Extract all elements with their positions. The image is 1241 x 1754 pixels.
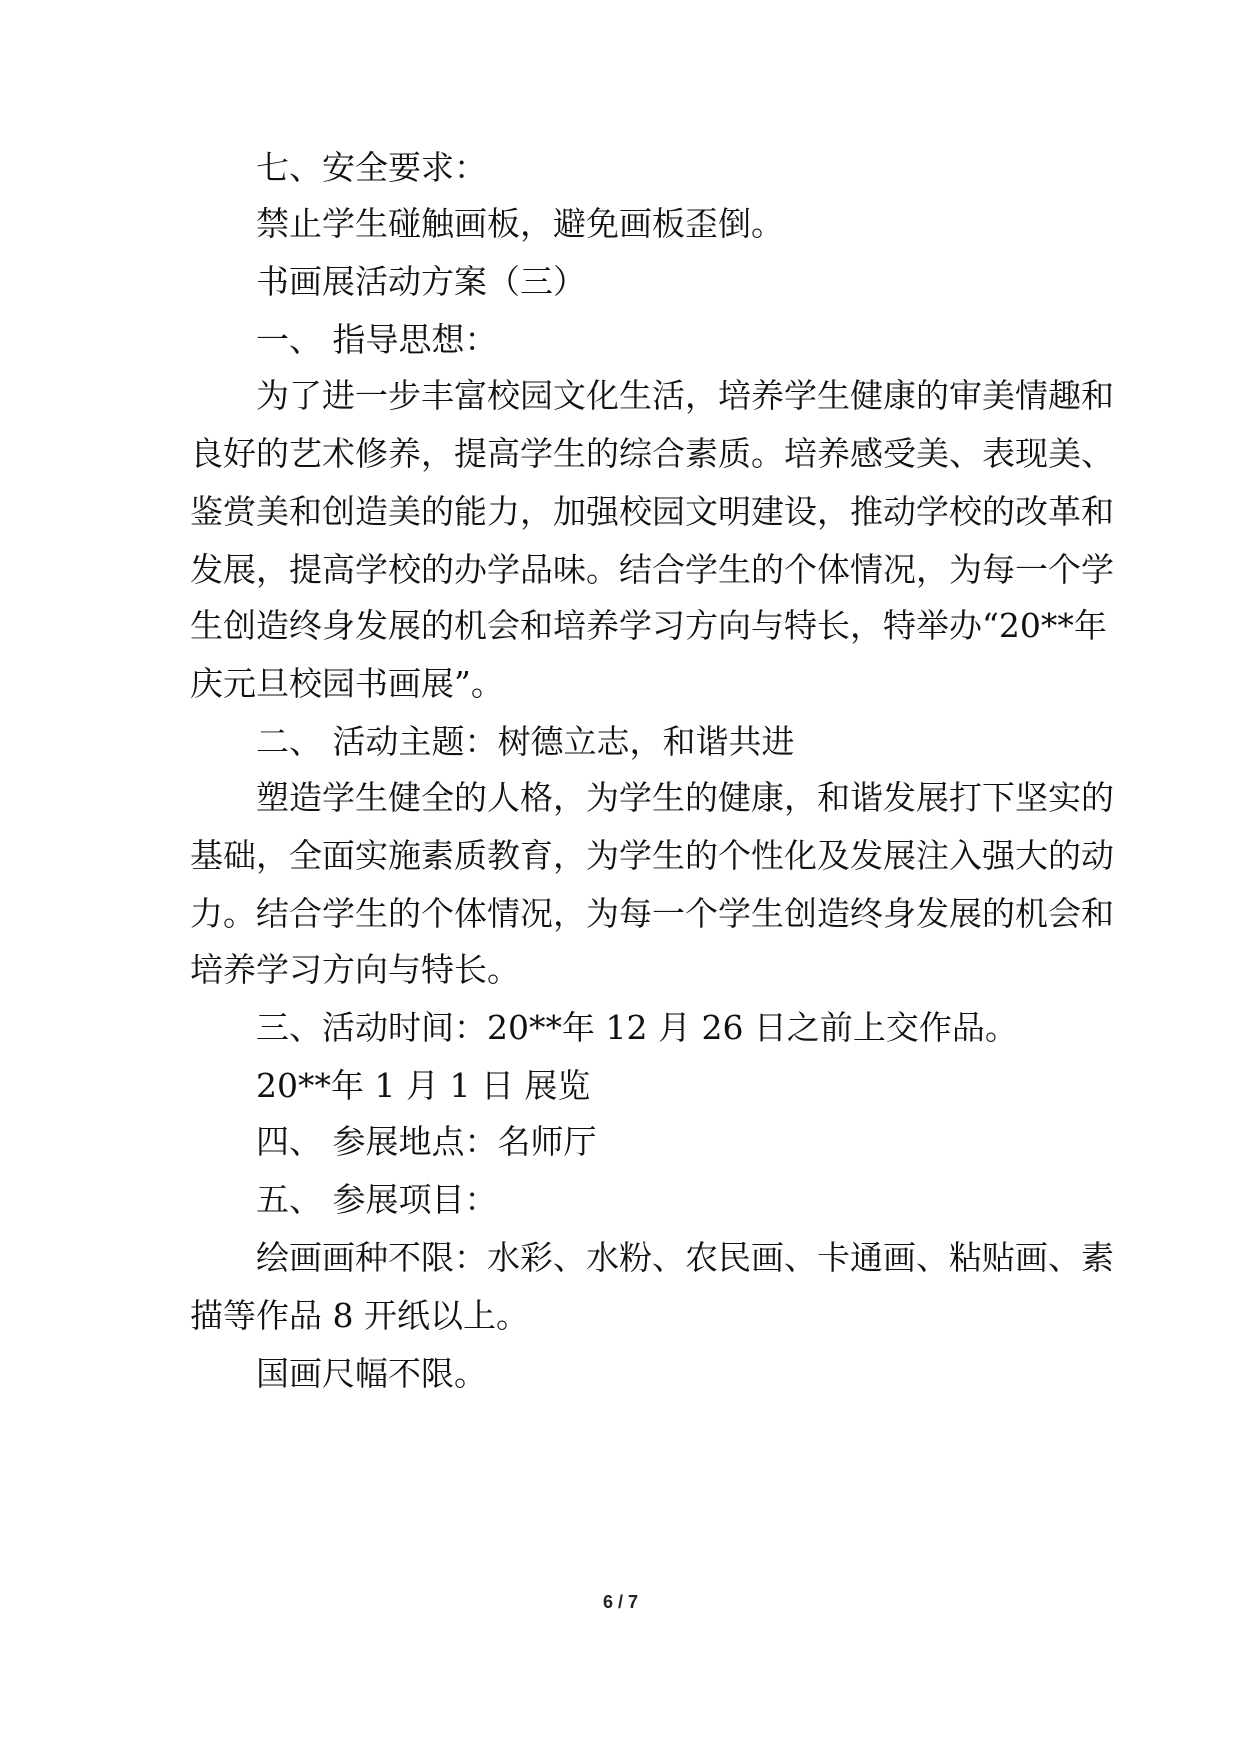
section-heading-theme: 二、 活动主题：树德立志，和谐共进 [256,722,795,761]
paragraph-line: 庆元旦校园书画展”。 [190,664,504,703]
section-heading-items: 五、 参展项目： [256,1180,498,1219]
paragraph-line: 20**年 1 月 1 日 展览 [256,1066,591,1105]
section-heading-guiding-idea: 一、 指导思想： [256,320,498,359]
paragraph-line: 力。结合学生的个体情况，为每一个学生创造终身发展的机会和 [190,894,1114,933]
plan-title: 书画展活动方案（三） [256,262,586,301]
paragraph-line: 描等作品 8 开纸以上。 [190,1296,529,1335]
paragraph-line: 培养学习方向与特长。 [190,950,520,989]
paragraph-line: 为了进一步丰富校园文化生活，培养学生健康的审美情趣和 [256,376,1114,415]
paragraph-line: 塑造学生健全的人格，为学生的健康，和谐发展打下坚实的 [256,778,1114,817]
paragraph-line: 良好的艺术修养，提高学生的综合素质。培养感受美、表现美、 [190,434,1114,473]
paragraph-line: 绘画画种不限：水彩、水粉、农民画、卡通画、粘贴画、素 [256,1238,1114,1277]
section-heading-safety: 七、安全要求： [256,148,487,187]
paragraph-line: 生创造终身发展的机会和培养学习方向与特长，特举办“20**年 [190,606,1107,645]
paragraph-line: 鉴赏美和创造美的能力，加强校园文明建设，推动学校的改革和 [190,492,1114,531]
page-number: 6 / 7 [602,1592,639,1612]
paragraph-line: 基础，全面实施素质教育，为学生的个性化及发展注入强大的动 [190,836,1114,875]
paragraph-line: 发展，提高学校的办学品味。结合学生的个体情况，为每一个学 [190,550,1114,589]
paragraph-line: 国画尺幅不限。 [256,1354,487,1393]
paragraph-line: 禁止学生碰触画板，避免画板歪倒。 [256,204,784,243]
section-heading-time: 三、活动时间：20**年 12 月 26 日之前上交作品。 [256,1008,1018,1047]
section-heading-location: 四、 参展地点：名师厅 [256,1122,597,1161]
